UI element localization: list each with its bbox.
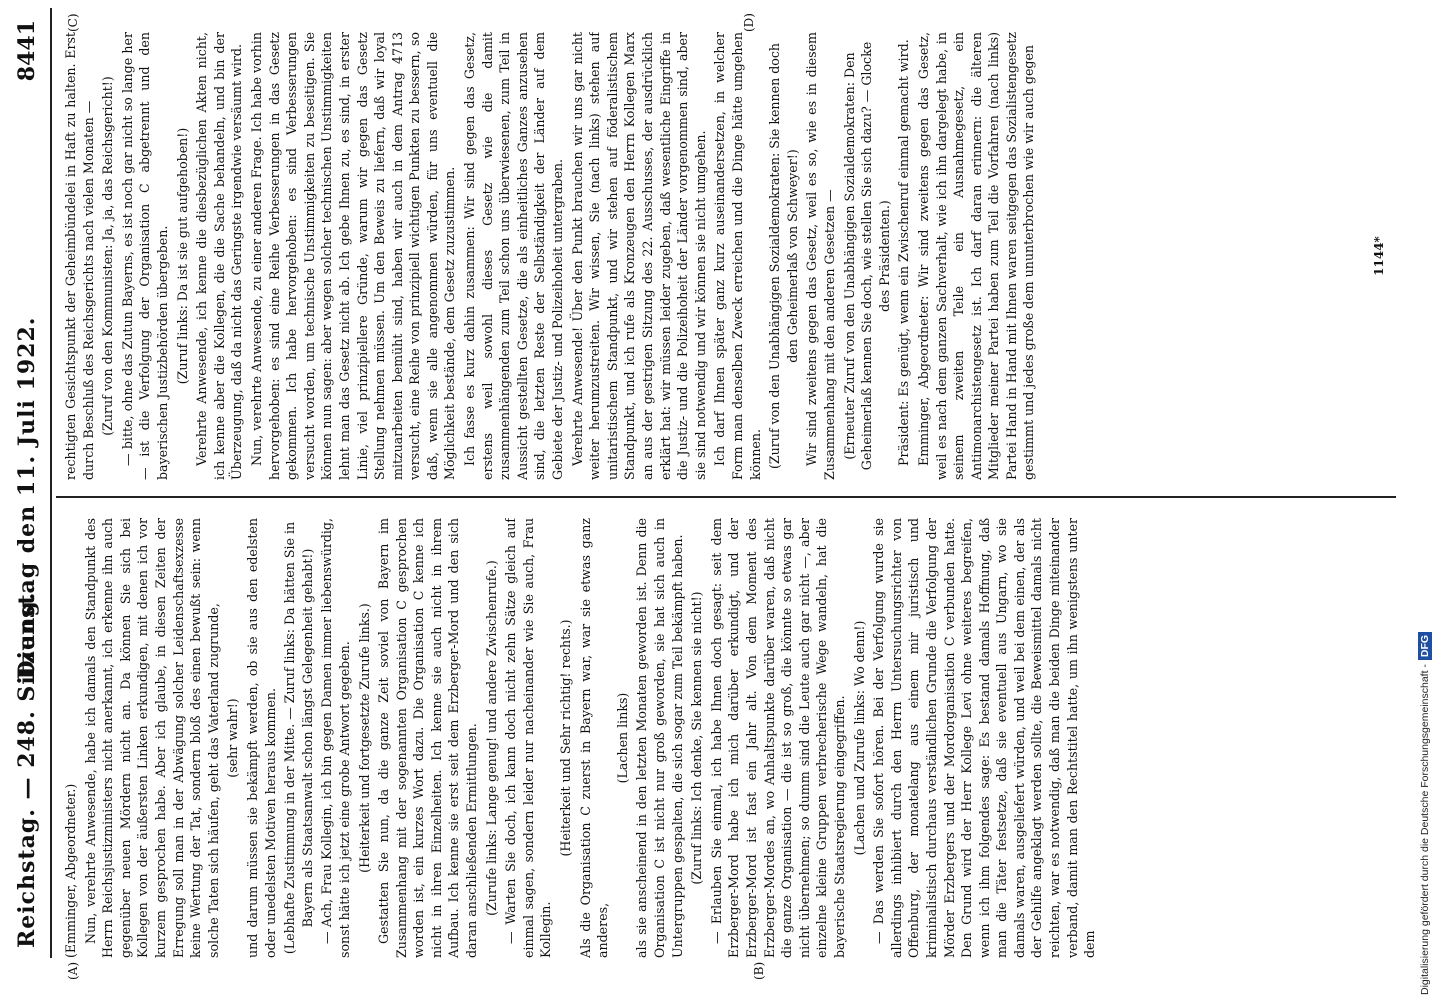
paragraph: Nun, verehrte Anwesende, habe ich damals den Standpunkt des Herrn Reichsjustizministers nicht anerkannt, ich erkenne ihn auch gegenüber neuen Mördern nicht an. Da können Sie sich bei Kollegen von der äußersten Linken erkundigen, mit denen ich vor kurzem gesprochen habe. Aber ich glaube, in diesen Zeiten der Erregung soll man in der Abwägung solcher Leidenschaftsexzesse keine Wertung der Tat, sondern bloß des einen bewußt sein: wenn solche Taten sich häufen, geht das Vaterland zugrunde,: [82, 518, 221, 958]
paragraph: und darum müssen sie bekämpft werden, ob sie aus den edelsten oder unedelsten Motiven heraus kommen.: [244, 518, 278, 958]
paragraph: (Lachen und Zurufe links: Wo denn!): [851, 620, 867, 856]
paragraph: (Zuruf links: Da ist sie gut aufgehoben!): [174, 127, 190, 385]
paragraph: (Zuruf links: Ich denke, Sie kennen sie nicht!): [689, 591, 705, 885]
paragraph: Gestatten Sie nun, da die ganze Zeit soviel von Bayern im Zusammenhang mit der sogenannten Organisation C gesprochen worden ist, ein kurzes Wort dazu. Die Organisation C kenne ich nicht in ihren Einzelheiten. Ich kenne sie auch nicht in ihrem Aufbau. Ich kenne sie erst seit dem Erzberger-Mord und den sich daran anschließenden Ermittlungen.: [376, 518, 480, 958]
rotated-page: [2, 8, 1402, 988]
paragraph: Verehrte Anwesende! Über den Punkt brauchen wir uns gar nicht weiter herumzustreiten. Wir wissen, Sie (nach links) stehen auf unitaristischem Standpunkt, und wir stehen auf föderalistischem Standpunkt, und ich rufe als Kronzeugen den Herrn Kollegen Marx an aus der gestrigen Sitzung des 22. Ausschusses, der ausdrücklich erklärt hat: wir müssen leider zugeben, daß wesentliche Eingriffe in die Justiz- und die Polizeihoheit der Länder vorgenommen sind, aber sie sind notwendig und wir können sie nicht umgehen.: [569, 32, 708, 480]
dfg-logo: DFG: [1418, 632, 1432, 660]
paragraph: Präsident: Es genügt, wenn ein Zwischenruf einmal gemacht wird.: [896, 39, 912, 466]
paragraph: — Erlauben Sie einmal, ich habe Ihnen doch gesagt: seit dem Erzberger-Mord habe ich mich darüber erkundigt, und der Erzberger-Mord ist fast ein Jahr alt. Von dem Moment des Erzberger-Mordes an, wo Anhaltspunkte darüber waren, daß nicht die ganze Organisation — die ist so groß, die könnte so etwas gar nicht übernehmen; so dumm sind die Leute auch gar nicht —, aber einzelne kleine Gruppen verbrecherische Wege wandeln, hat die bayerische Staatsregierung eingegriffen.: [708, 518, 847, 958]
paragraph: — bitte, ohne das Zutun Bayerns, es ist noch gar nicht so lange her — ist die Verfolgung der Organisation C abgetrennt und den bayerischen Justizbehörden übergeben.: [119, 32, 170, 480]
page-header: [2, 8, 54, 988]
footer-number: 1144*: [1372, 236, 1386, 276]
paragraph: (Lebhafte Zustimmung in der Mitte. — Zuruf links: Da hätten Sie in Bayern als Staatsanwalt schon längst Gelegenheit gehabt!): [282, 521, 315, 955]
column-divider: [56, 496, 1396, 498]
paragraph: (Zuruf von den Kommunisten: Ja, ja, das Reichsgericht!): [100, 76, 116, 436]
paragraph: (Heiterkeit und Sehr richtig! rechts.): [558, 619, 574, 857]
digitization-credit: [1414, 0, 1432, 1000]
paragraph: (Lachen links): [614, 692, 630, 784]
marker-c: (C): [66, 13, 80, 32]
left-column: [62, 518, 1387, 958]
paragraph: (sehr wahr!): [225, 698, 241, 778]
header-date: Dienstag den 11. Juli 1922.: [14, 316, 40, 680]
marker-a: (A): [66, 961, 80, 980]
paragraph: Nun, verehrte Anwesende, zu einer anderen Frage. Ich habe vorhin hervorgehoben: es sind eine Reihe Verbesserungen in das Gesetz gekommen. Ich habe hervorgehoben: es sind Verbesserungen versucht worden, um technische Unstimmigkeiten zu beseitigen. Sie können nun sagen: aber wegen solcher technischen Unstimmigkeiten lehnt man das Gesetz nicht ab. Ich gebe Ihnen zu, es sind, in erster Linie, viel prinzipiellere Gründe, warum wir gegen das Gesetz Stellung nehmen müssen. Um den Beweis zu liefern, daß wir loyal mitzuarbeiten bemüht sind, haben wir auch in dem Antrag 4713 versucht, eine Reihe von prinzipiell wichtigen Punkten zu bessern, so daß, wenn sie alle angenommen würden, für uns eventuell die Möglichkeit bestände, dem Gesetz zuzustimmen.: [248, 32, 458, 480]
paragraph: (Zurufe links: Lange genug! und andere Zwischenrufe.): [483, 560, 499, 916]
paragraph: — Warten Sie doch, ich kann doch nicht zehn Sätze gleich auf einmal sagen, sondern leider nur nacheinander wie Sie auch, Frau Kollegin.: [503, 518, 554, 958]
paragraph: Ich darf Ihnen später ganz kurz auseinandersetzen, in welcher Form man denselben Zweck erreichen und die Dinge hätte umgehen können.: [712, 32, 763, 480]
paragraph: — Ach, Frau Kollegin, ich bin gegen Damen immer liebenswürdig, sonst hätte ich jetzt eine grobe Antwort gegeben.: [319, 518, 352, 958]
page-number: 8441: [14, 20, 40, 82]
paragraph: rechtigten Gesichtspunkt der Geheimbündelei in Haft zu halten. Erst durch Beschluß des Reichsgerichts nach vielen Monaten —: [63, 32, 96, 480]
right-column: [62, 32, 1387, 480]
paragraph: (Erneuter Zuruf von den Unabhängigen Sozialdemokraten: Den Geheimerlaß kennen Sie doch, wie stellen Sie sich dazu? — Glocke des Präsidenten.): [841, 41, 892, 471]
paragraph: (Heiterkeit und fortgesetzte Zurufe links.): [356, 603, 372, 873]
paragraph: Ich fasse es kurz dahin zusammen: Wir sind gegen das Gesetz, erstens weil sowohl dieses Gesetz wie die damit zusammenhängenden zum Teil schon uns überwiesenen, zum Teil in Aussicht gestellten Gesetze, die als einheitliches Ganzes anzusehen sind, die letzten Reste der Selbständigkeit der Länder auf dem Gebiete der Justiz- und Polizeihoheit untergraben.: [462, 32, 566, 480]
paragraph: — Das werden Sie sofort hören. Bei der Verfolgung wurde sie allerdings inhibiert durch den Herrn Untersuchungsrichter von Offenburg, der monatelang aus einem mir juristisch und kriminalistisch durchaus verständlichen Grunde die Verfolgung der Mörder Erzbergers und der Mordorganisation C verbunden hatte. Den Grund wird der Herr Kollege Levi ohne weiteres begreifen, wenn ich ihm folgendes sage: Es bestand damals Hoffnung, daß man die Täter festsetze, daß sie eventuell aus Ungarn, wo sie damals waren, ausgeliefert würden, und weil bei dem einen, der als der Gehilfe angeklagt werden sollte, die Beweismittel damals nicht reichten, war es notwendig, daß man die beiden Dinge miteinander verband, damit man den Rechtstitel hatte, um ihn wenigstens unter dem: [871, 518, 1098, 958]
paragraph: Emminger, Abgeordneter: Wir sind zweitens gegen das Gesetz, weil es nach dem ganzen Sachverhalt, wie ich ihn dargelegt habe, in seinem zweiten Teile ein Ausnahmegesetz, ein Antimonarchistengesetz ist. Ich darf daran erinnern: die älteren Mitglieder meiner Partei haben zum Teil die Vorfahren (nach links) Partei Hand in Hand mit Ihnen waren seitgegen das Sozialistengesetz gestimmt und jedes große dem ununterbrochen wie wir auch gegen: [915, 32, 1037, 480]
credit-text: Digitalisierung gefördert durch die Deutsche Forschungsgemeinschaft -: [1419, 664, 1431, 995]
header-rule: [50, 8, 52, 958]
paragraph: Wir sind zweitens gegen das Gesetz, weil es so, wie es in diesem Zusammenhang mit den anderen Gesetzen —: [804, 32, 837, 480]
marker-b: (B): [752, 961, 766, 980]
paragraph: als sie anscheinend in den letzten Monaten geworden ist. Denn die Organisation C ist nicht nur groß geworden, sie hat sich auch in Untergruppen gespalten, die sich sogar zum Teil bekämpft haben.: [634, 518, 685, 958]
header-left: Reichstag. — 248. Sitzung.: [14, 591, 40, 948]
marker-d: (D): [742, 13, 756, 32]
paragraph: (Emminger, Abgeordneter.): [63, 783, 78, 958]
paragraph: (Zuruf von den Unabhängigen Sozialdemokraten: Sie kennen doch den Geheimerlaß von Schweyer!): [767, 42, 800, 470]
paragraph: Als die Organisation C zuerst in Bayern war, war sie etwas ganz anderes,: [577, 518, 611, 958]
paragraph: Verehrte Anwesende, ich kenne die diesbezüglichen Akten nicht, ich kenne aber die Kollegen, die die Sache behandeln, und bin der Überzeugung, daß da nicht das Geringste irgendwie versäumt wird.: [194, 32, 245, 480]
